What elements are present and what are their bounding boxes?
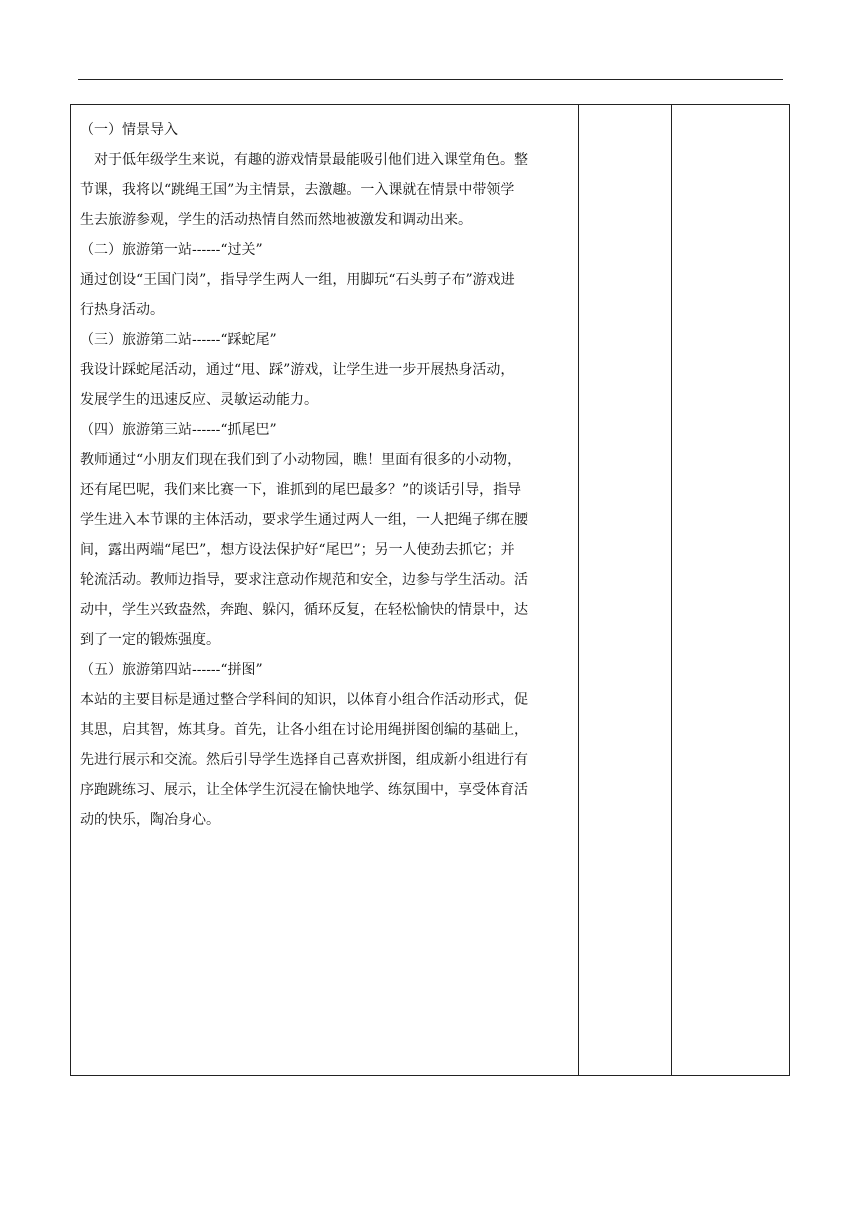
text-line: 动中，学生兴致盎然，奔跑、躲闪，循环反复，在轻松愉快的情景中，达 — [80, 602, 528, 618]
text-line: 发展学生的迅速反应、灵敏运动能力。 — [80, 392, 318, 408]
text-line: 动的快乐，陶冶身心。 — [80, 812, 220, 828]
lesson-content-cell — [71, 105, 579, 1075]
text-line: 先进行展示和交流。然后引导学生选择自己喜欢拼图，组成新小组进行有 — [80, 752, 528, 768]
text-line: 我设计踩蛇尾活动，通过“甩、踩”游戏，让学生进一步开展热身活动， — [80, 362, 515, 378]
text-line: （二）旅游第一站------“过关” — [80, 242, 263, 258]
text-line: （五）旅游第四站------“拼图” — [80, 662, 263, 678]
text-line: （三）旅游第二站------“踩蛇尾” — [80, 332, 277, 348]
text-line: 生去旅游参观，学生的活动热情自然而然地被激发和调动出来。 — [80, 212, 472, 228]
text-line: 序跑跳练习、展示，让全体学生沉浸在愉快地学、练氛围中，享受体育活 — [80, 782, 528, 798]
text-line: 本站的主要目标是通过整合学科间的知识，以体育小组合作活动形式，促 — [80, 692, 528, 708]
text-line: 到了一定的锻炼强度。 — [80, 632, 220, 648]
header-rule — [78, 79, 783, 80]
text-line: 轮流活动。教师边指导，要求注意动作规范和安全，边参与学生活动。活 — [80, 572, 528, 588]
text-line: 教师通过“小朋友们现在我们到了小动物园，瞧！里面有很多的小动物， — [80, 452, 522, 468]
empty-column-cell — [672, 105, 789, 1075]
text-line: 学生进入本节课的主体活动，要求学生通过两人一组，一人把绳子绑在腰 — [80, 512, 528, 528]
text-line: 其思，启其智，炼其身。首先，让各小组在讨论用绳拼图创编的基础上， — [80, 722, 528, 738]
text-line: 还有尾巴呢，我们来比赛一下，谁抓到的尾巴最多？”的谈话引导，指导 — [80, 482, 522, 498]
text-line: （一）情景导入 — [80, 122, 178, 138]
empty-column-cell — [579, 105, 672, 1075]
text-line: 行热身活动。 — [80, 302, 164, 318]
text-line: （四）旅游第三站------“抓尾巴” — [80, 422, 277, 438]
text-line: 节课，我将以“跳绳王国”为主情景，去激趣。一入课就在情景中带领学 — [80, 182, 515, 198]
text-line: 间，露出两端“尾巴”，想方设法保护好“尾巴”；另一人使劲去抓它；并 — [80, 542, 515, 558]
text-line: 对于低年级学生来说，有趣的游戏情景最能吸引他们进入课堂角色。整 — [94, 152, 528, 168]
text-line: 通过创设“王国门岗”，指导学生两人一组，用脚玩“石头剪子布”游戏进 — [80, 272, 515, 288]
lesson-table — [70, 104, 790, 1076]
